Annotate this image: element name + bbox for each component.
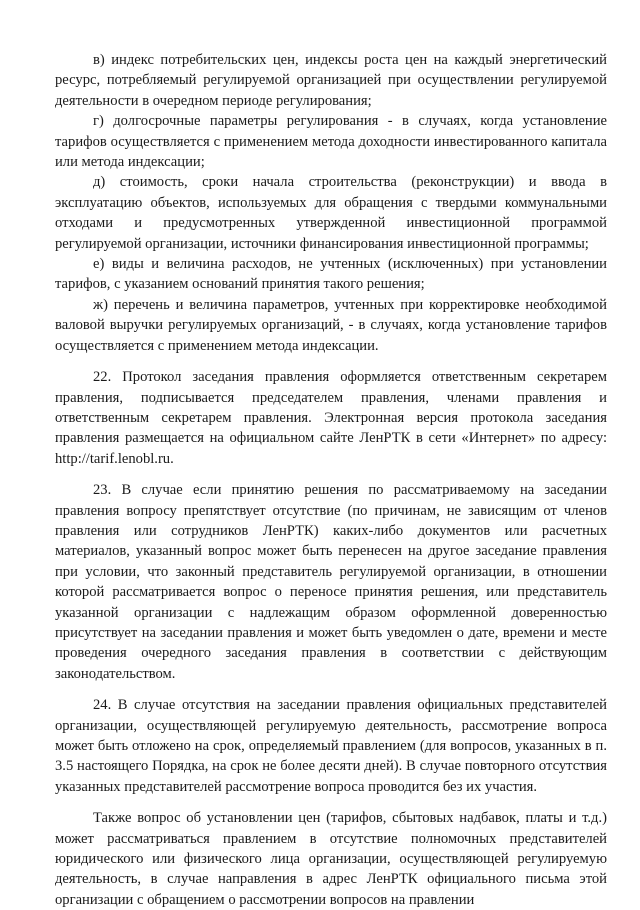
- paragraph-item-g: г) долгосрочные параметры регулирования - в случаях, когда установление тарифов осуществляется с применением метода доходности инвестированного капитала или метода индексации;: [55, 113, 607, 171]
- paragraph-clause-24-continued: Также вопрос об установлении цен (тарифов, сбытовых надбавок, платы и т.д.) может рассматриваться правлением в отсутствие полномочных представителей юридического или физического лица организации, осуществляющей регулируемую деятельность, в случае направления в адрес ЛенРТК официального письма этой организации с обращением о рассмотрении вопросов на правлении: [55, 810, 607, 908]
- paragraph-item-zh: ж) перечень и величина параметров, учтенных при корректировке необходимой валовой выручки регулируемых организаций, - в случаях, когда установление тарифов осуществляется с применением метода индексации.: [55, 296, 607, 354]
- paragraph-clause-22: 22. Протокол заседания правления оформляется ответственным секретарем правления, подписывается председателем правления, членами правления и ответственным секретарем правления. Электронная версия протокола заседания правления размещается на официальном сайте ЛенРТК в сети «Интернет» по адресу: http://tarif.lenobl.ru.: [55, 369, 607, 467]
- paragraph-clause-23: 23. В случае если принятию решения по рассматриваемому на заседании правления вопросу препятствует отсутствие (по причинам, не зависящим от членов правления или сотрудников ЛенРТК) каких-либо документов или расчетных материалов, указанный вопрос может быть перенесен на другое заседание правления при условии, что законный представитель регулируемой организации, в отношении которой рассматривается вопрос о переносе принятия решения, или представитель указанной организации с надлежащим образом оформленной доверенностью присутствует на заседании правления и может быть уведомлен о дате, времени и месте проведения очередного заседания правления в соответствии с действующим законодательством.: [55, 482, 607, 682]
- paragraph-item-e: е) виды и величина расходов, не учтенных (исключенных) при установлении тарифов, с указанием оснований принятия такого решения;: [55, 256, 607, 293]
- paragraph-item-d: д) стоимость, сроки начала строительства (реконструкции) и ввода в эксплуатацию объектов, используемых для обращения с твердыми коммунальными отходами и предусмотренных утвержденной инвестиционной программой регулируемой организации, источники финансирования инвестиционной программы;: [55, 174, 607, 252]
- paragraph-clause-24: 24. В случае отсутствия на заседании правления официальных представителей организации, осуществляющей регулируемую деятельность, рассмотрение вопроса может быть отложено на срок, определяемый правлением (для вопросов, указанных в п. 3.5 настоящего Порядка, на срок не более десяти дней). В случае повторного отсутствия указанных представителей рассмотрение вопроса проводится без их участия.: [55, 697, 607, 795]
- document-page: [55, 50, 607, 910]
- paragraph-item-v: в) индекс потребительских цен, индексы роста цен на каждый энергетический ресурс, потребляемый регулируемой организацией при осуществлении регулируемой деятельности в очередном периоде регулирования;: [55, 52, 607, 109]
